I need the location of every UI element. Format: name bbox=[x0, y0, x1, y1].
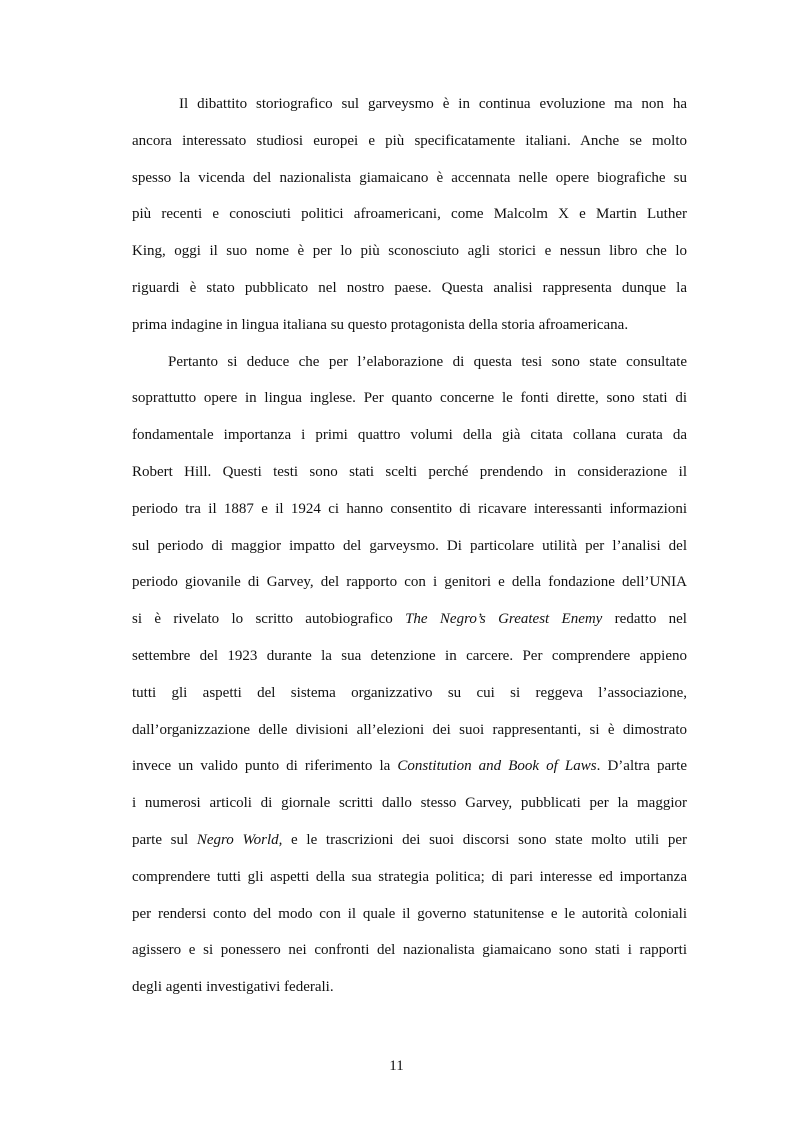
text-line: spesso la vicenda del nazionalista giamaicano è accennata nelle opere biografiche su bbox=[132, 169, 687, 186]
text-line: degli agenti investigativi federali. bbox=[132, 979, 334, 996]
text-line: i numerosi articoli di giornale scritti dallo stesso Garvey, pubblicati per la maggior bbox=[132, 795, 687, 812]
text-line: Robert Hill. Questi testi sono stati scelti perché prendendo in considerazione il bbox=[132, 463, 687, 480]
text-segment: redatto nel bbox=[602, 611, 687, 628]
body-text bbox=[132, 93, 687, 1013]
text-line: ancora interessato studiosi europei e più specificatamente italiani. Anche se molto bbox=[132, 132, 687, 149]
text-segment: e le trascrizioni dei suoi discorsi sono state molto utili per bbox=[282, 831, 687, 848]
book-title: The Negro’s Greatest Enemy bbox=[405, 611, 603, 628]
text-line-with-title bbox=[132, 608, 687, 645]
text-line: agissero e si ponessero nei confronti del nazionalista giamaicano sono stati i rapporti bbox=[132, 942, 687, 959]
text-segment: parte sul bbox=[132, 831, 197, 848]
text-line: riguardi è stato pubblicato nel nostro paese. Questa analisi rappresenta dunque la bbox=[132, 279, 687, 296]
paragraph-2 bbox=[132, 351, 687, 1013]
text-line: tutti gli aspetti del sistema organizzativo su cui si reggeva l’associazione, bbox=[132, 684, 687, 701]
book-title: Constitution and Book of Laws bbox=[397, 758, 597, 775]
text-segment: si è rivelato lo scritto autobiografico bbox=[132, 611, 406, 628]
text-line: periodo tra il 1887 e il 1924 ci hanno consentito di ricavare interessanti informazioni bbox=[132, 500, 687, 517]
text-line: sul periodo di maggior impatto del garveysmo. Di particolare utilità per l’analisi del bbox=[132, 537, 687, 554]
text-line: settembre del 1923 durante la sua detenzione in carcere. Per comprendere appieno bbox=[132, 647, 687, 664]
page-number: 11 bbox=[389, 1058, 404, 1074]
text-segment: invece un valido punto di riferimento la bbox=[132, 758, 398, 775]
text-line: soprattutto opere in lingua inglese. Per quanto concerne le fonti dirette, sono stati di bbox=[132, 390, 687, 407]
text-line: comprendere tutti gli aspetti della sua strategia politica; di pari interesse ed importanza bbox=[132, 868, 687, 885]
text-line-with-title bbox=[132, 829, 687, 866]
text-line: periodo giovanile di Garvey, del rapporto con i genitori e della fondazione dell’UNIA bbox=[132, 574, 687, 591]
paragraph-1 bbox=[132, 93, 687, 351]
text-segment: . D’altra parte bbox=[596, 758, 688, 775]
newspaper-title: Negro World, bbox=[196, 831, 283, 848]
text-line: per rendersi conto del modo con il quale il governo statunitense e le autorità coloniali bbox=[132, 905, 687, 922]
text-line: prima indagine in lingua italiana su questo protagonista della storia afroamericana. bbox=[132, 316, 629, 333]
text-line: King, oggi il suo nome è per lo più sconosciuto agli storici e nessun libro che lo bbox=[132, 243, 687, 260]
text-line: fondamentale importanza i primi quattro volumi della già citata collana curata da bbox=[132, 427, 687, 444]
text-line: Il dibattito storiografico sul garveysmo è in continua evoluzione ma non ha bbox=[179, 96, 687, 112]
text-line: più recenti e conosciuti politici afroamericani, come Malcolm X e Martin Luther bbox=[132, 206, 687, 223]
text-line: dall’organizzazione delle divisioni all’elezioni dei suoi rappresentanti, si è dimostrato bbox=[132, 721, 687, 738]
text-line-with-title bbox=[132, 755, 687, 792]
text-line: Pertanto si deduce che per l’elaborazione di questa tesi sono state consultate bbox=[168, 353, 687, 370]
